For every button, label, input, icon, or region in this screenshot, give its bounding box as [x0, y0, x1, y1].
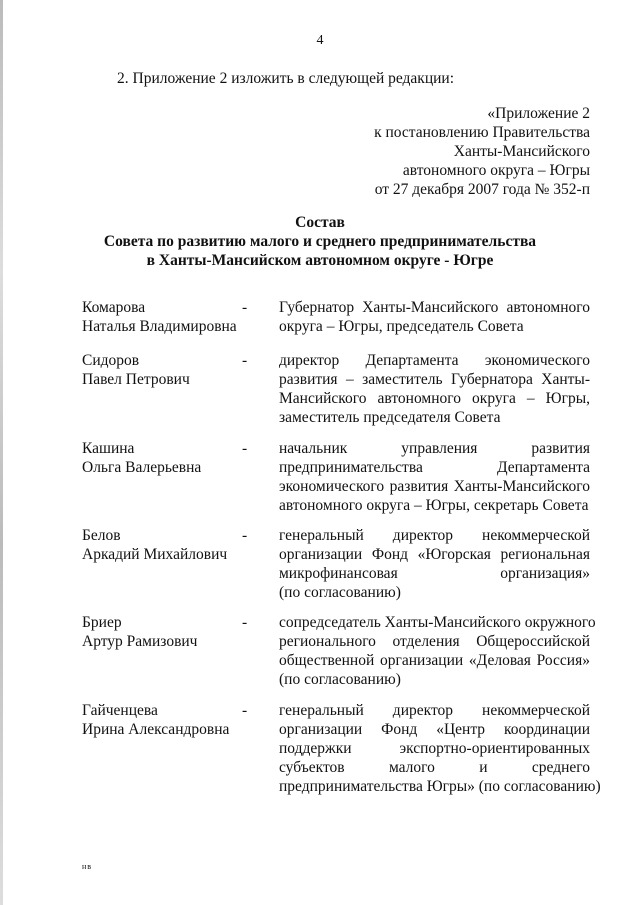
role-line: регионального отделения Общероссийской — [279, 633, 590, 650]
member-name — [82, 351, 252, 389]
member-dash: - — [242, 527, 248, 544]
role-line: организации Фонд «Центр координации — [279, 721, 590, 738]
member-given-name: Артур Рамизович — [82, 633, 198, 650]
role-line: сопредседатель Ханты-Мансийского окружного — [279, 614, 596, 631]
role-line: Губернатор Ханты-Мансийского автономного — [279, 299, 590, 316]
appendix-line: Ханты-Мансийского — [453, 143, 590, 160]
member-role — [279, 298, 590, 336]
member-surname: Гайченцева — [82, 702, 158, 719]
member-name — [82, 439, 252, 477]
member-role — [279, 351, 590, 427]
heading-title: Состав — [295, 214, 345, 231]
member-name — [82, 298, 252, 336]
member-given-name: Ольга Валерьевна — [82, 459, 202, 476]
member-dash: - — [242, 352, 248, 369]
member-dash: - — [242, 614, 248, 631]
appendix-line: автономного округа – Югры — [402, 162, 590, 179]
intro-paragraph: 2. Приложение 2 изложить в следующей редакции: — [117, 70, 455, 87]
page-number: 4 — [316, 33, 324, 48]
footer-initials: нв — [82, 862, 93, 871]
role-line: экономического развития Ханты-Мансийского — [279, 478, 590, 495]
appendix-line: «Приложение 2 — [487, 105, 590, 122]
member-surname: Сидоров — [82, 352, 140, 369]
member-name — [82, 613, 252, 651]
role-line: предпринимательства Югры» (по согласованию) — [279, 778, 601, 795]
council-heading — [0, 213, 640, 270]
heading-line: в Ханты-Мансийском автономном округе - Югре — [146, 252, 494, 269]
role-line: генеральный директор некоммерческой — [279, 527, 590, 544]
member-dash: - — [242, 299, 248, 316]
role-line: Мансийского автономного округа – Югры, — [279, 390, 590, 407]
role-line: организации Фонд «Югорская региональная — [279, 546, 590, 563]
role-line: предпринимательства Департамента — [279, 459, 590, 476]
member-role — [279, 701, 601, 796]
appendix-line: к постановлению Правительства — [374, 124, 590, 141]
member-given-name: Наталья Владимировна — [82, 318, 237, 335]
member-role — [279, 439, 590, 515]
role-line: заместитель председателя Совета — [279, 409, 501, 426]
member-name — [82, 701, 252, 739]
role-line: микрофинансовая организация» — [279, 565, 590, 582]
role-line: развития – заместитель Губернатора Ханты- — [279, 371, 590, 388]
member-role — [279, 613, 596, 689]
member-name — [82, 526, 252, 564]
scan-edge — [0, 0, 3, 905]
role-line: начальник управления развития — [279, 440, 590, 457]
member-given-name: Ирина Александровна — [82, 721, 230, 738]
member-dash: - — [242, 440, 248, 457]
role-line: (по согласованию) — [279, 671, 401, 688]
member-dash: - — [242, 702, 248, 719]
appendix-line: от 27 декабря 2007 года № 352-п — [374, 181, 590, 198]
role-line: округа – Югры, председатель Совета — [279, 318, 524, 335]
role-line: поддержки экспортно-ориентированных — [279, 740, 590, 757]
member-surname: Бриер — [82, 614, 122, 631]
member-role — [279, 526, 590, 602]
role-line: генеральный директор некоммерческой — [279, 702, 590, 719]
role-line: общественной организации «Деловая Россия» — [279, 652, 590, 669]
role-line: автономного округа – Югры, секретарь Совета — [279, 497, 589, 514]
role-line: (по согласованию) — [279, 584, 401, 601]
member-surname: Комарова — [82, 299, 146, 316]
appendix-reference — [374, 104, 590, 199]
heading-line: Совета по развитию малого и среднего предпринимательства — [103, 233, 537, 250]
member-surname: Белов — [82, 527, 121, 544]
member-given-name: Аркадий Михайлович — [82, 546, 228, 563]
role-line: директор Департамента экономического — [279, 352, 590, 369]
member-surname: Кашина — [82, 440, 135, 457]
role-line: субъектов малого и среднего — [279, 759, 590, 776]
member-given-name: Павел Петрович — [82, 371, 190, 388]
